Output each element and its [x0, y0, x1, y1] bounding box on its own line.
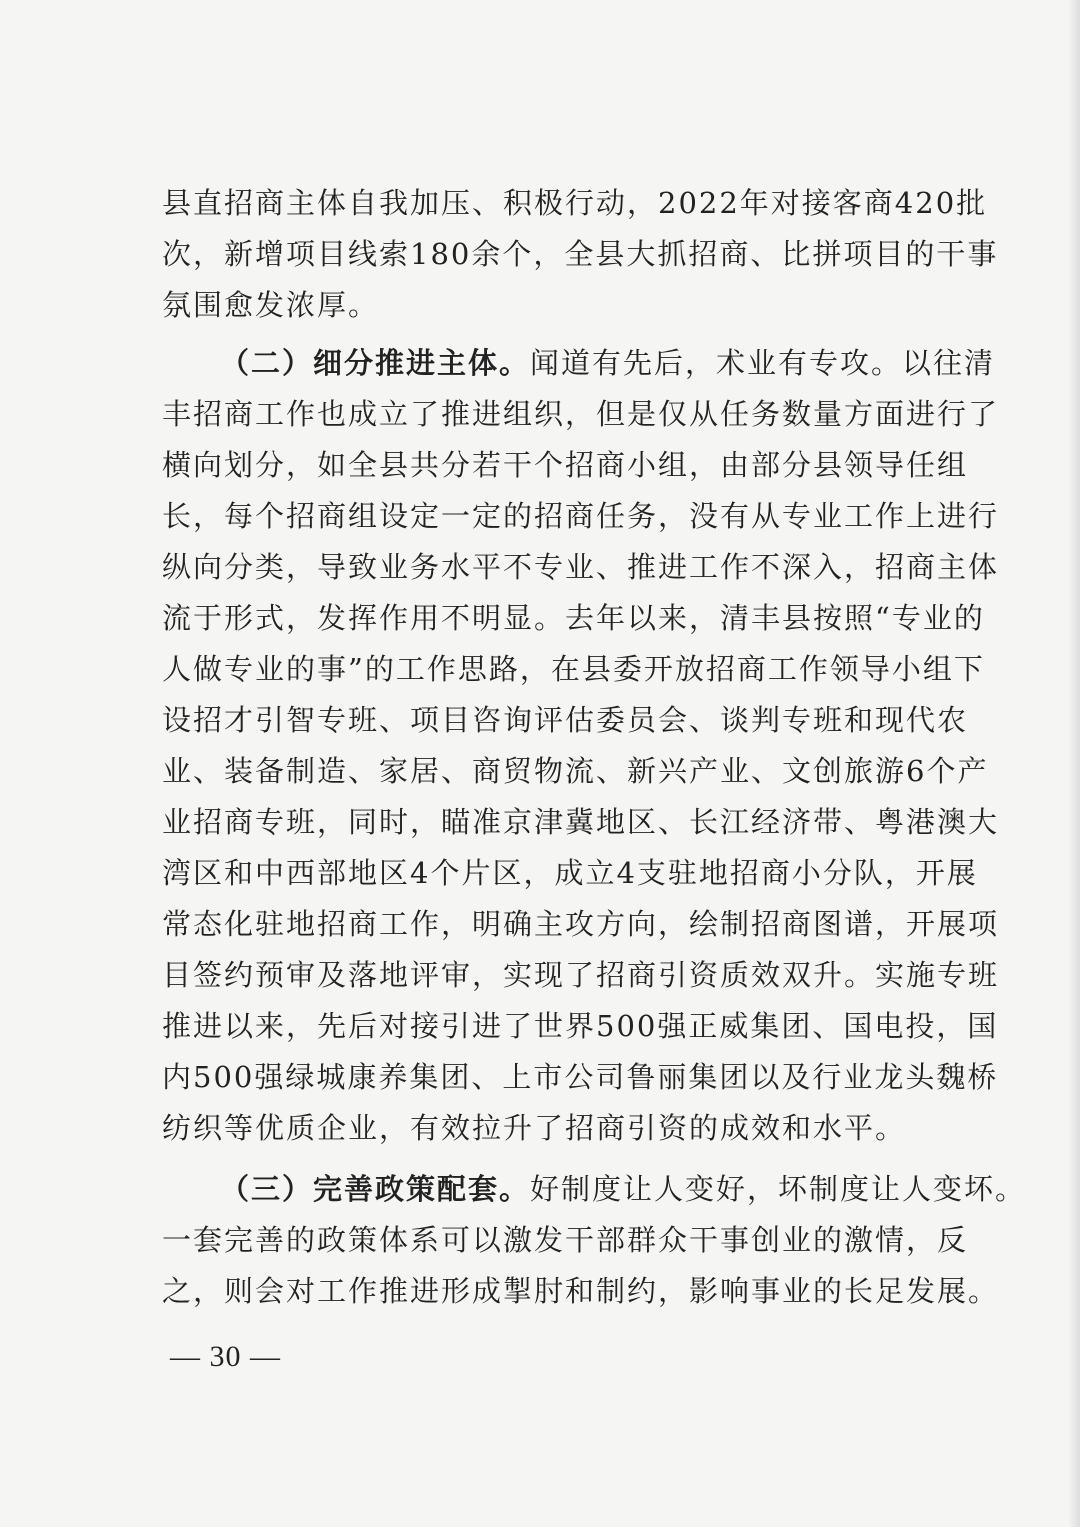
page-edge-shadow: [1068, 0, 1080, 1527]
paragraph-3-heading: （三）完善政策配套。: [220, 1172, 531, 1206]
paragraph-2-line-12: 常态化驻地招商工作，明确主攻方向，绘制招商图谱，开展项: [162, 907, 1000, 941]
paragraph-2-line-8: 设招才引智专班、项目咨询评估委员会、谈判专班和现代农: [162, 703, 969, 737]
paragraph-2-line-11: 湾区和中西部地区4个片区，成立4支驻地招商小分队，开展: [162, 856, 978, 890]
paragraph-2-line-16: 纺织等优质企业，有效拉升了招商引资的成效和水平。: [162, 1111, 907, 1145]
page-number: — 30 —: [170, 1340, 281, 1373]
paragraph-1-line-3: 氛围愈发浓厚。: [162, 288, 380, 322]
paragraph-2-line-2: 丰招商工作也成立了推进组织，但是仅从任务数量方面进行了: [162, 397, 1000, 431]
paragraph-2-heading: （二）细分推进主体。: [220, 346, 531, 380]
paragraph-2-line-13: 目签约预审及落地评审，实现了招商引资质效双升。实施专班: [162, 958, 1000, 992]
paragraph-2-first-line-text: 闻道有先后，术业有专攻。以往清: [530, 346, 996, 380]
paragraph-2-line-10: 业招商专班，同时，瞄准京津冀地区、长江经济带、粤港澳大: [162, 805, 1000, 839]
paragraph-2-line-3: 横向划分，如全县共分若干个招商小组，由部分县领导任组: [162, 448, 969, 482]
paragraph-2-line-14: 推进以来，先后对接引进了世界500强正威集团、国电投，国: [162, 1009, 999, 1043]
paragraph-2-line-1: [162, 338, 996, 389]
paragraph-2-line-15: 内500强绿城康养集团、上市公司鲁丽集团以及行业龙头魏桥: [162, 1060, 999, 1094]
paragraph-3-line-2: 一套完善的政策体系可以激发干部群众干事创业的激情，反: [162, 1223, 969, 1257]
paragraph-1-line-2: 次，新增项目线索180余个，全县大抓招商、比拼项目的干事: [162, 237, 999, 271]
paragraph-3-first-line-text: 好制度让人变好，坏制度让人变坏。: [530, 1172, 1027, 1206]
paragraph-2-line-7: 人做专业的事”的工作思路，在县委开放招商工作领导小组下: [162, 652, 985, 686]
paragraph-2-line-6: 流于形式，发挥作用不明显。去年以来，清丰县按照“专业的: [162, 601, 985, 635]
paragraph-1-line-1: 县直招商主体自我加压、积极行动，2022年对接客商420批: [162, 186, 988, 220]
paragraph-3-line-3: 之，则会对工作推进形成掣肘和制约，影响事业的长足发展。: [162, 1274, 1000, 1308]
paragraph-2-line-4: 长，每个招商组设定一定的招商任务，没有从专业工作上进行: [162, 499, 1000, 533]
paragraph-3-line-1: [162, 1164, 1027, 1215]
paragraph-2-line-5: 纵向分类，导致业务水平不专业、推进工作不深入，招商主体: [162, 550, 1000, 584]
paragraph-2-line-9: 业、装备制造、家居、商贸物流、新兴产业、文创旅游6个产: [162, 754, 989, 788]
